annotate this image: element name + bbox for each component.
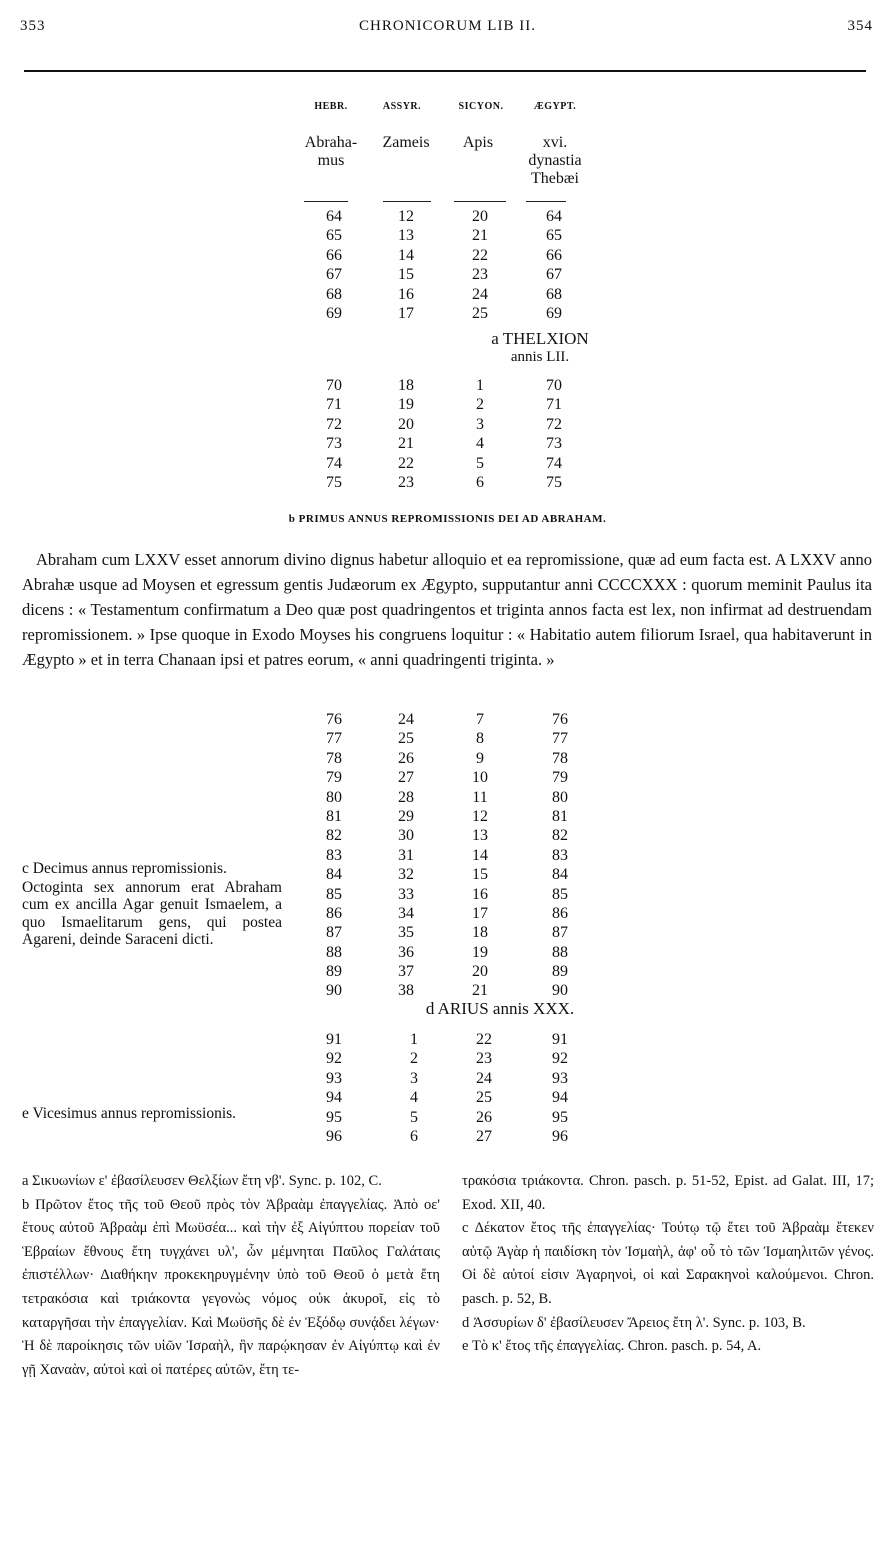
king-note-thelxion [460, 329, 620, 367]
footnote-d: d Ἀσσυρίων δ' ἐβασίλευσεν Ἄρειος ἔτη λ'. Sync. p. 103, B. [462, 1314, 806, 1331]
cell: 71 [546, 396, 562, 414]
cell: 19 [398, 396, 414, 414]
cell: 85 [552, 885, 568, 903]
cell: 89 [326, 963, 342, 981]
cell: 20 [472, 208, 488, 225]
cell: 79 [326, 769, 342, 787]
cell: 74 [546, 454, 562, 472]
footnote-c: c Δέκατον ἔτος τῆς ἐπαγγελίας· Τούτῳ τῷ ἔτει τοῦ Ἀβραὰμ ἔτεκεν αὐτῷ Ἀγὰρ ἡ παιδίσκη τὸν Ἰσμαὴλ, ἀφ' οὗ τὸ τῶν Ἰσμαηλιτῶν γένος. Οἱ δὲ αὐτοί εἰσιν Ἀγαρηνοὶ, οἱ καὶ Σαρακηνοὶ καλούμενοι. Chron. pasch. p. 52, B. [462, 1220, 874, 1307]
col-assyr [384, 1030, 444, 1146]
cell: 1 [476, 377, 484, 394]
cell: 38 [398, 982, 414, 1000]
cell: 93 [326, 1069, 342, 1087]
col-hebr [304, 1030, 364, 1146]
col-hebr [304, 710, 364, 1001]
cell: 15 [398, 266, 414, 284]
cell: 13 [398, 227, 414, 245]
cell: 95 [326, 1108, 342, 1126]
cell: 5 [410, 1108, 418, 1126]
col-aegypt [530, 710, 590, 1001]
cell: 23 [398, 473, 414, 491]
section-heading: b PRIMUS ANNUS REPROMISSIONIS DEI AD ABRAHAM. [288, 513, 607, 525]
cell: 27 [398, 769, 414, 787]
cell: 85 [326, 885, 342, 903]
side-note-c [22, 860, 282, 949]
cell: 87 [326, 924, 342, 942]
cell: 75 [546, 473, 562, 491]
cell: 65 [326, 227, 342, 245]
footnote-b: b Πρῶτον ἔτος τῆς τοῦ Θεοῦ πρὸς τὸν Ἀβραὰμ ἐπαγγελίας. Ἀπὸ οε' ἔτους αὐτοῦ Ἀβραὰμ ἐπὶ Μωϋσέα... καὶ τὴν ἐξ Αἰγύπτου πορείαν τοῦ Ἑβραίων ἔθνους ἔτη τυγχάνει υλ', ὧν μέμνηται Παῦλος Γαλάταις ἐπιστέλλων· Διαθήκην προκεκηρυγμένην ὑπὸ τοῦ Θεοῦ ὁ μετὰ ἔτη τετρακόσια καὶ τριάκοντα γεγονὼς νόμος οὐκ ἀκυροῖ, εἰς τὸ καταργῆσαι τὴν ἐπαγγελίαν. Καὶ Μωϋσῆς δὲ ἐν Ἐξόδῳ συνᾴδει λέγων· Ἡ δὲ παροίκησις τῶν υἱῶν Ἰσραὴλ, ἣν παρῴκησαν ἐν Αἰγύπτῳ καὶ ἐν γῇ Χαναὰν, αὐτοὶ καὶ οἱ πατέρες αὐτῶν, ἔτη τε- [22, 1196, 440, 1378]
col-aegypt [524, 207, 584, 323]
cell: 78 [552, 749, 568, 767]
rule-hebr [304, 201, 348, 202]
cell: 73 [546, 435, 562, 453]
year-table-block-2 [0, 376, 895, 496]
cell: 76 [326, 711, 342, 728]
col-aegypt [524, 376, 584, 492]
side-note-c-text: c Decimus annus repromissionis. [22, 860, 227, 877]
footnotes-left [22, 1170, 440, 1382]
cell: 94 [552, 1089, 568, 1107]
cell: 2 [410, 1050, 418, 1068]
cell: 90 [552, 982, 568, 1000]
cell: 66 [546, 246, 562, 264]
body-paragraph [22, 547, 872, 672]
cell: 70 [326, 377, 342, 394]
cell: 11 [472, 788, 488, 806]
rule-assyr [383, 201, 431, 202]
year-table-block-4 [0, 1030, 895, 1150]
cell: 80 [326, 788, 342, 806]
footnote-b-cont: τρακόσια τριάκοντα. Chron. pasch. p. 51-52, Epist. ad Galat. III, 17; Exod. XII, 40. [462, 1173, 874, 1213]
col-assyr [376, 376, 436, 492]
col-heading-assyr: ASSYR. [382, 101, 422, 112]
name-aegypt: xvi. dynastia Thebæi [528, 134, 582, 187]
cell: 96 [552, 1127, 568, 1145]
cell: 10 [472, 769, 488, 787]
cell: 66 [326, 246, 342, 264]
cell: 17 [472, 904, 488, 922]
cell: 31 [398, 846, 414, 864]
cell: 87 [552, 924, 568, 942]
cell: 64 [546, 208, 562, 225]
cell: 91 [552, 1031, 568, 1048]
col-heading-sicyon: SICYON. [458, 101, 504, 112]
cell: 14 [398, 246, 414, 264]
cell: 21 [472, 982, 488, 1000]
cell: 76 [552, 711, 568, 728]
col-sicyon [450, 207, 510, 323]
cell: 24 [398, 711, 414, 728]
cell: 23 [472, 266, 488, 284]
col-heading-aegypt: ÆGYPT. [533, 101, 577, 112]
cell: 16 [398, 285, 414, 303]
cell: 67 [326, 266, 342, 284]
cell: 28 [398, 788, 414, 806]
cell: 6 [476, 473, 484, 491]
cell: 74 [326, 454, 342, 472]
cell: 34 [398, 904, 414, 922]
cell: 24 [472, 285, 488, 303]
name-hebr: Abraha- mus [304, 134, 358, 169]
col-hebr [304, 207, 364, 323]
cell: 13 [472, 827, 488, 845]
cell: 35 [398, 924, 414, 942]
cell: 18 [472, 924, 488, 942]
col-heading-hebr: HEBR. [314, 101, 348, 112]
cell: 21 [472, 227, 488, 245]
cell: 68 [546, 285, 562, 303]
cell: 3 [410, 1069, 418, 1087]
cell: 90 [326, 982, 342, 1000]
cell: 18 [398, 377, 414, 394]
cell: 23 [476, 1050, 492, 1068]
cell: 27 [476, 1127, 492, 1145]
cell: 4 [476, 435, 484, 453]
col-hebr [304, 376, 364, 492]
footnote-a: a Σικυωνίων ε' ἐβασίλευσεν Θελξίων ἔτη νβ'. Sync. p. 102, C. [22, 1173, 382, 1189]
col-sicyon [450, 710, 510, 1001]
cell: 20 [472, 963, 488, 981]
cell: 82 [326, 827, 342, 845]
year-table-block-1 [0, 207, 895, 327]
king-note-arius: d ARIUS annis XXX. [425, 999, 575, 1018]
cell: 88 [552, 943, 568, 961]
cell: 19 [472, 943, 488, 961]
cell: 89 [552, 963, 568, 981]
side-note-e: e Vicesimus annus repromissionis. [22, 1105, 237, 1122]
cell: 1 [410, 1031, 418, 1048]
cell: 15 [472, 866, 488, 884]
col-assyr [376, 207, 436, 323]
cell: 33 [398, 885, 414, 903]
rule-aegypt [526, 201, 566, 202]
cell: 7 [476, 711, 484, 728]
cell: 5 [476, 454, 484, 472]
cell: 17 [398, 304, 414, 322]
name-assyr: Zameis [382, 134, 430, 151]
cell: 71 [326, 396, 342, 414]
cell: 67 [546, 266, 562, 284]
cell: 65 [546, 227, 562, 245]
footnote-e: e Τὸ κ' ἔτος τῆς ἐπαγγελίας. Chron. pasch. p. 54, A. [462, 1338, 762, 1355]
cell: 95 [552, 1108, 568, 1126]
side-note-c-detail: Octoginta sex annorum erat Abraham cum ex ancilla Agar genuit Ismaelem, a quo Ismaelitarum gens, qui postea Agareni, deinde Saraceni dicti. [22, 878, 282, 948]
cell: 83 [552, 846, 568, 864]
running-title: CHRONICORUM LIB II. [359, 18, 536, 34]
cell: 22 [398, 454, 414, 472]
col-sicyon [454, 1030, 514, 1146]
cell: 21 [398, 435, 414, 453]
page-number-left: 353 [20, 18, 46, 34]
col-aegypt [530, 1030, 590, 1146]
cell: 96 [326, 1127, 342, 1145]
cell: 68 [326, 285, 342, 303]
col-sicyon [450, 376, 510, 492]
running-header [0, 18, 895, 42]
cell: 9 [476, 749, 484, 767]
col-assyr [376, 710, 436, 1001]
page-number-right: 354 [847, 18, 873, 34]
cell: 16 [472, 885, 488, 903]
cell: 94 [326, 1089, 342, 1107]
cell: 81 [552, 807, 568, 825]
cell: 14 [472, 846, 488, 864]
cell: 73 [326, 435, 342, 453]
cell: 86 [326, 904, 342, 922]
cell: 24 [476, 1069, 492, 1087]
cell: 70 [546, 377, 562, 394]
cell: 22 [476, 1031, 492, 1048]
cell: 82 [552, 827, 568, 845]
footnotes-right [462, 1170, 874, 1359]
cell: 86 [552, 904, 568, 922]
cell: 92 [552, 1050, 568, 1068]
cell: 20 [398, 415, 414, 433]
cell: 72 [326, 415, 342, 433]
rule-sicyon [454, 201, 506, 202]
cell: 4 [410, 1089, 418, 1107]
cell: 36 [398, 943, 414, 961]
name-sicyon: Apis [462, 134, 494, 151]
cell: 26 [398, 749, 414, 767]
cell: 64 [326, 208, 342, 225]
cell: 79 [552, 769, 568, 787]
cell: 6 [410, 1127, 418, 1145]
cell: 75 [326, 473, 342, 491]
cell: 29 [398, 807, 414, 825]
cell: 12 [472, 807, 488, 825]
cell: 25 [398, 730, 414, 748]
header-rule [24, 70, 866, 72]
cell: 69 [326, 304, 342, 322]
cell: 72 [546, 415, 562, 433]
king-name-line: a THELXION [491, 329, 589, 348]
year-table-block-3 [0, 710, 895, 1005]
king-years-line: annis LII. [510, 349, 570, 365]
cell: 84 [552, 866, 568, 884]
cell: 22 [472, 246, 488, 264]
cell: 12 [398, 208, 414, 225]
cell: 37 [398, 963, 414, 981]
cell: 78 [326, 749, 342, 767]
cell: 84 [326, 866, 342, 884]
cell: 2 [476, 396, 484, 414]
cell: 83 [326, 846, 342, 864]
cell: 81 [326, 807, 342, 825]
cell: 88 [326, 943, 342, 961]
cell: 8 [476, 730, 484, 748]
cell: 91 [326, 1031, 342, 1048]
cell: 26 [476, 1108, 492, 1126]
cell: 69 [546, 304, 562, 322]
cell: 25 [472, 304, 488, 322]
paragraph-text: Abraham cum LXXV esset annorum divino dignus habetur alloquio et ea repromissione, quæ ad eum facta est. A LXXV anno Abrahæ usque ad Moysen et egressum gentis Judæorum ex Ægypto, supputantur anni CCCCXXX : quorum meminit Paulus ita dicens : « Testamentum confirmatum a Deo quæ post quadringentos et triginta annos facta est lex, non infirmat ad destruendam repromissionem. » Ipse quoque in Exodo Moyses his congruens loquitur : « Habitatio autem filiorum Israel, qua habitaverunt in Ægypto » et in terra Chanaan ipsi et patres eorum, « anni quadringenti triginta. » [22, 550, 872, 669]
cell: 92 [326, 1050, 342, 1068]
cell: 77 [552, 730, 568, 748]
cell: 93 [552, 1069, 568, 1087]
cell: 80 [552, 788, 568, 806]
cell: 30 [398, 827, 414, 845]
cell: 32 [398, 866, 414, 884]
cell: 77 [326, 730, 342, 748]
cell: 25 [476, 1089, 492, 1107]
cell: 3 [476, 415, 484, 433]
